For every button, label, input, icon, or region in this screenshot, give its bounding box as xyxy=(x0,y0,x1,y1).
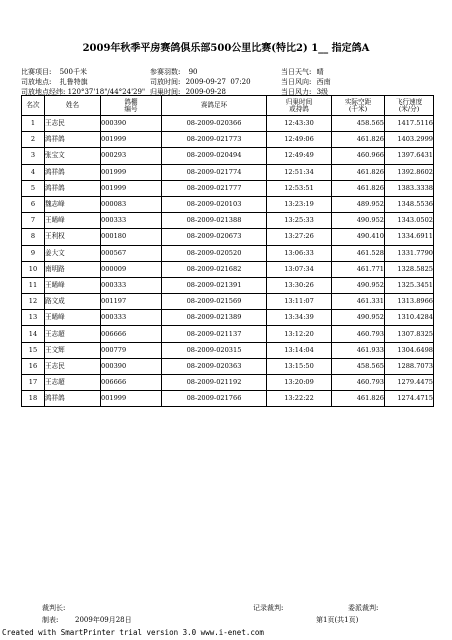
loft-id-cell: 006666 xyxy=(101,375,162,391)
table-row xyxy=(22,294,434,310)
rank-cell: 14 xyxy=(22,326,45,342)
distance-cell: 490.410 xyxy=(332,229,385,245)
table-header-row xyxy=(22,96,434,116)
ring-cell: 08-2009-021192 xyxy=(162,375,267,391)
release-place-value: 扎鲁特旗 xyxy=(59,78,88,86)
table-row xyxy=(22,164,434,180)
table-row xyxy=(22,229,434,245)
table-row xyxy=(22,261,434,277)
ring-cell: 08-2009-020103 xyxy=(162,196,267,212)
distance-header: 实际空距 (千米) xyxy=(332,96,385,116)
wind-force-value: 3级 xyxy=(316,88,329,96)
loft-id-cell: 000390 xyxy=(101,116,162,132)
release-place-label: 司放地点: xyxy=(21,78,52,86)
name-cell: 路文成 xyxy=(45,294,101,310)
ring-cell: 08-2009-020673 xyxy=(162,229,267,245)
weather-value: 晴 xyxy=(316,68,324,76)
speed-cell: 1274.4715 xyxy=(385,391,434,407)
loft-id-cell: 000779 xyxy=(101,342,162,358)
count-label: 参赛羽数: xyxy=(150,68,181,76)
rank-cell: 11 xyxy=(22,277,45,293)
loft-id-cell: 000333 xyxy=(101,310,162,326)
loft-id-cell: 000390 xyxy=(101,358,162,374)
return-time-value: 2009-09-28 xyxy=(185,88,226,96)
ring-cell: 08-2009-021569 xyxy=(162,294,267,310)
rank-cell: 9 xyxy=(22,245,45,261)
name-cell: 张宝文 xyxy=(45,148,101,164)
arrival-cell: 13:20:09 xyxy=(267,375,332,391)
arrival-cell: 12:49:49 xyxy=(267,148,332,164)
name-cell: 鸿祥鸽 xyxy=(45,180,101,196)
loft-id-cell: 006666 xyxy=(101,326,162,342)
table-body xyxy=(22,116,434,407)
count-info xyxy=(150,67,198,77)
name-cell: 王志超 xyxy=(45,326,101,342)
committee-label: 委派裁判: xyxy=(348,604,379,612)
release-place-info xyxy=(21,77,88,87)
rank-cell: 7 xyxy=(22,213,45,229)
table-row xyxy=(22,310,434,326)
arrival-cell: 13:07:34 xyxy=(267,261,332,277)
distance-cell: 458.565 xyxy=(332,358,385,374)
speed-cell: 1331.7790 xyxy=(385,245,434,261)
distance-cell: 461.528 xyxy=(332,245,385,261)
rank-cell: 3 xyxy=(22,148,45,164)
distance-cell: 458.565 xyxy=(332,116,385,132)
distance-cell: 461.933 xyxy=(332,342,385,358)
table-row xyxy=(22,358,434,374)
speed-cell: 1310.4284 xyxy=(385,310,434,326)
name-cell: 王晞峰 xyxy=(45,310,101,326)
weather-label: 当日天气: xyxy=(281,68,312,76)
speed-cell: 1403.2999 xyxy=(385,132,434,148)
release-time-info xyxy=(150,77,251,87)
page-title: 2009年秋季平房赛鸽俱乐部500公里比赛(特比2) 1__ 指定鸽A xyxy=(82,43,370,54)
rank-cell: 15 xyxy=(22,342,45,358)
name-cell: 王志民 xyxy=(45,116,101,132)
ring-cell: 08-2009-021391 xyxy=(162,277,267,293)
rank-cell: 8 xyxy=(22,229,45,245)
arrival-cell: 13:11:07 xyxy=(267,294,332,310)
loft-id-cell: 001999 xyxy=(101,180,162,196)
loft-id-cell: 000333 xyxy=(101,213,162,229)
name-cell: 王利权 xyxy=(45,229,101,245)
recorder-label: 记录裁判: xyxy=(253,604,284,612)
name-cell: 鸿祥鸽 xyxy=(45,164,101,180)
coords-value: 120°37'18"/44°24'29" xyxy=(67,88,146,96)
arrival-cell: 13:30:26 xyxy=(267,277,332,293)
speed-cell: 1334.6911 xyxy=(385,229,434,245)
distance-cell: 461.331 xyxy=(332,294,385,310)
table-row xyxy=(22,148,434,164)
table-row xyxy=(22,277,434,293)
table-row xyxy=(22,213,434,229)
ring-cell: 08-2009-021777 xyxy=(162,180,267,196)
ring-cell: 08-2009-021766 xyxy=(162,391,267,407)
arrival-cell: 12:53:51 xyxy=(267,180,332,196)
name-cell: 王志超 xyxy=(45,375,101,391)
name-cell: 王晞峰 xyxy=(45,277,101,293)
distance-cell: 490.952 xyxy=(332,277,385,293)
arrival-cell: 13:12:20 xyxy=(267,326,332,342)
speed-cell: 1307.8325 xyxy=(385,326,434,342)
speed-cell: 1397.6431 xyxy=(385,148,434,164)
loft-id-cell: 000180 xyxy=(101,229,162,245)
name-cell: 王晞峰 xyxy=(45,213,101,229)
rank-cell: 18 xyxy=(22,391,45,407)
name-cell: 魏志峰 xyxy=(45,196,101,212)
loft-id-cell: 000567 xyxy=(101,245,162,261)
watermark-text: Created with SmartPrinter trial version 3.0 www.i-enet.com xyxy=(2,628,264,637)
table-row xyxy=(22,132,434,148)
speed-cell: 1288.7073 xyxy=(385,358,434,374)
speed-cell: 1304.6498 xyxy=(385,342,434,358)
wind-dir-info xyxy=(281,77,331,87)
distance-cell: 461.771 xyxy=(332,261,385,277)
loft-id-cell: 000009 xyxy=(101,261,162,277)
table-row xyxy=(22,375,434,391)
name-cell: 鸿祥鸽 xyxy=(45,391,101,407)
speed-cell: 1392.8602 xyxy=(385,164,434,180)
rank-cell: 17 xyxy=(22,375,45,391)
name-cell: 王志民 xyxy=(45,358,101,374)
arrival-cell: 12:49:06 xyxy=(267,132,332,148)
distance-cell: 489.952 xyxy=(332,196,385,212)
rank-cell: 13 xyxy=(22,310,45,326)
ring-cell: 08-2009-020494 xyxy=(162,148,267,164)
race-item-info xyxy=(21,67,87,77)
ring-cell: 08-2009-020366 xyxy=(162,116,267,132)
race-item-label: 比赛项目: xyxy=(21,68,52,76)
ring-cell: 08-2009-021773 xyxy=(162,132,267,148)
wind-dir-value: 西南 xyxy=(316,78,331,86)
loft-id-header: 鸽棚 编号 xyxy=(101,96,162,116)
table-row xyxy=(22,326,434,342)
speed-cell: 1383.3338 xyxy=(385,180,434,196)
ring-cell: 08-2009-021682 xyxy=(162,261,267,277)
loft-id-cell: 001999 xyxy=(101,132,162,148)
speed-cell: 1328.5825 xyxy=(385,261,434,277)
table-row xyxy=(22,342,434,358)
ring-cell: 08-2009-021774 xyxy=(162,164,267,180)
ring-cell: 08-2009-020520 xyxy=(162,245,267,261)
distance-cell: 461.826 xyxy=(332,391,385,407)
distance-cell: 461.826 xyxy=(332,164,385,180)
distance-cell: 490.952 xyxy=(332,310,385,326)
loft-id-cell: 001999 xyxy=(101,164,162,180)
race-item-value: 500千米 xyxy=(59,68,87,76)
speed-cell: 1348.5536 xyxy=(385,196,434,212)
arrival-cell: 13:23:19 xyxy=(267,196,332,212)
ring-cell: 08-2009-021389 xyxy=(162,310,267,326)
name-cell: 鸿祥鸽 xyxy=(45,132,101,148)
loft-id-cell: 000333 xyxy=(101,277,162,293)
loft-id-cell: 001999 xyxy=(101,391,162,407)
ring-cell: 08-2009-021388 xyxy=(162,213,267,229)
speed-cell: 1325.3451 xyxy=(385,277,434,293)
coords-label: 司放地点经纬: xyxy=(21,88,66,96)
table-row xyxy=(22,196,434,212)
loft-id-cell: 001197 xyxy=(101,294,162,310)
release-time-label: 司放时间: xyxy=(150,78,181,86)
arrival-cell: 13:06:33 xyxy=(267,245,332,261)
loft-id-cell: 000293 xyxy=(101,148,162,164)
rank-cell: 16 xyxy=(22,358,45,374)
rank-cell: 10 xyxy=(22,261,45,277)
distance-cell: 461.826 xyxy=(332,180,385,196)
arrival-cell: 13:27:26 xyxy=(267,229,332,245)
speed-cell: 1417.5116 xyxy=(385,116,434,132)
name-cell: 姜大文 xyxy=(45,245,101,261)
rank-cell: 12 xyxy=(22,294,45,310)
distance-cell: 460.966 xyxy=(332,148,385,164)
speed-cell: 1279.4475 xyxy=(385,375,434,391)
distance-cell: 461.826 xyxy=(332,132,385,148)
wind-dir-label: 当日风向: xyxy=(281,78,312,86)
rank-cell: 4 xyxy=(22,164,45,180)
weather-info xyxy=(281,67,324,77)
speed-cell: 1343.0502 xyxy=(385,213,434,229)
referee-label: 裁判长: xyxy=(42,604,66,612)
arrival-cell: 12:43:30 xyxy=(267,116,332,132)
ring-header: 赛鸽足环 xyxy=(162,96,267,116)
distance-cell: 490.952 xyxy=(332,213,385,229)
name-header: 姓名 xyxy=(45,96,101,116)
rank-cell: 1 xyxy=(22,116,45,132)
maker-label: 制表: xyxy=(42,616,59,624)
table-row xyxy=(22,245,434,261)
table-row xyxy=(22,180,434,196)
arrival-cell: 13:22:22 xyxy=(267,391,332,407)
speed-header: 飞行速度 (米/分) xyxy=(385,96,434,116)
table-row xyxy=(22,391,434,407)
rank-cell: 5 xyxy=(22,180,45,196)
table-row xyxy=(22,116,434,132)
ring-cell: 08-2009-021137 xyxy=(162,326,267,342)
release-time-value: 2009-09-27 07:20 xyxy=(185,78,251,86)
arrival-cell: 13:34:39 xyxy=(267,310,332,326)
arrival-cell: 13:25:33 xyxy=(267,213,332,229)
ring-cell: 08-2009-020315 xyxy=(162,342,267,358)
speed-cell: 1313.8966 xyxy=(385,294,434,310)
arrival-cell: 12:51:34 xyxy=(267,164,332,180)
distance-cell: 460.793 xyxy=(332,326,385,342)
count-value: 90 xyxy=(188,68,198,76)
wind-force-label: 当日风力: xyxy=(281,88,312,96)
arrival-header: 归巢时间 或持鸽 xyxy=(267,96,332,116)
arrival-cell: 13:15:50 xyxy=(267,358,332,374)
ring-cell: 08-2009-020363 xyxy=(162,358,267,374)
rank-header: 名次 xyxy=(22,96,45,116)
name-cell: 南明路 xyxy=(45,261,101,277)
name-cell: 王文辉 xyxy=(45,342,101,358)
loft-id-cell: 000083 xyxy=(101,196,162,212)
return-time-label: 归巢时间: xyxy=(150,88,181,96)
report-date: 2009年09月28日 xyxy=(75,616,132,624)
page-indicator: 第1页(共1页) xyxy=(316,616,359,624)
distance-cell: 460.793 xyxy=(332,375,385,391)
rank-cell: 6 xyxy=(22,196,45,212)
rank-cell: 2 xyxy=(22,132,45,148)
results-table xyxy=(21,95,434,407)
arrival-cell: 13:14:04 xyxy=(267,342,332,358)
